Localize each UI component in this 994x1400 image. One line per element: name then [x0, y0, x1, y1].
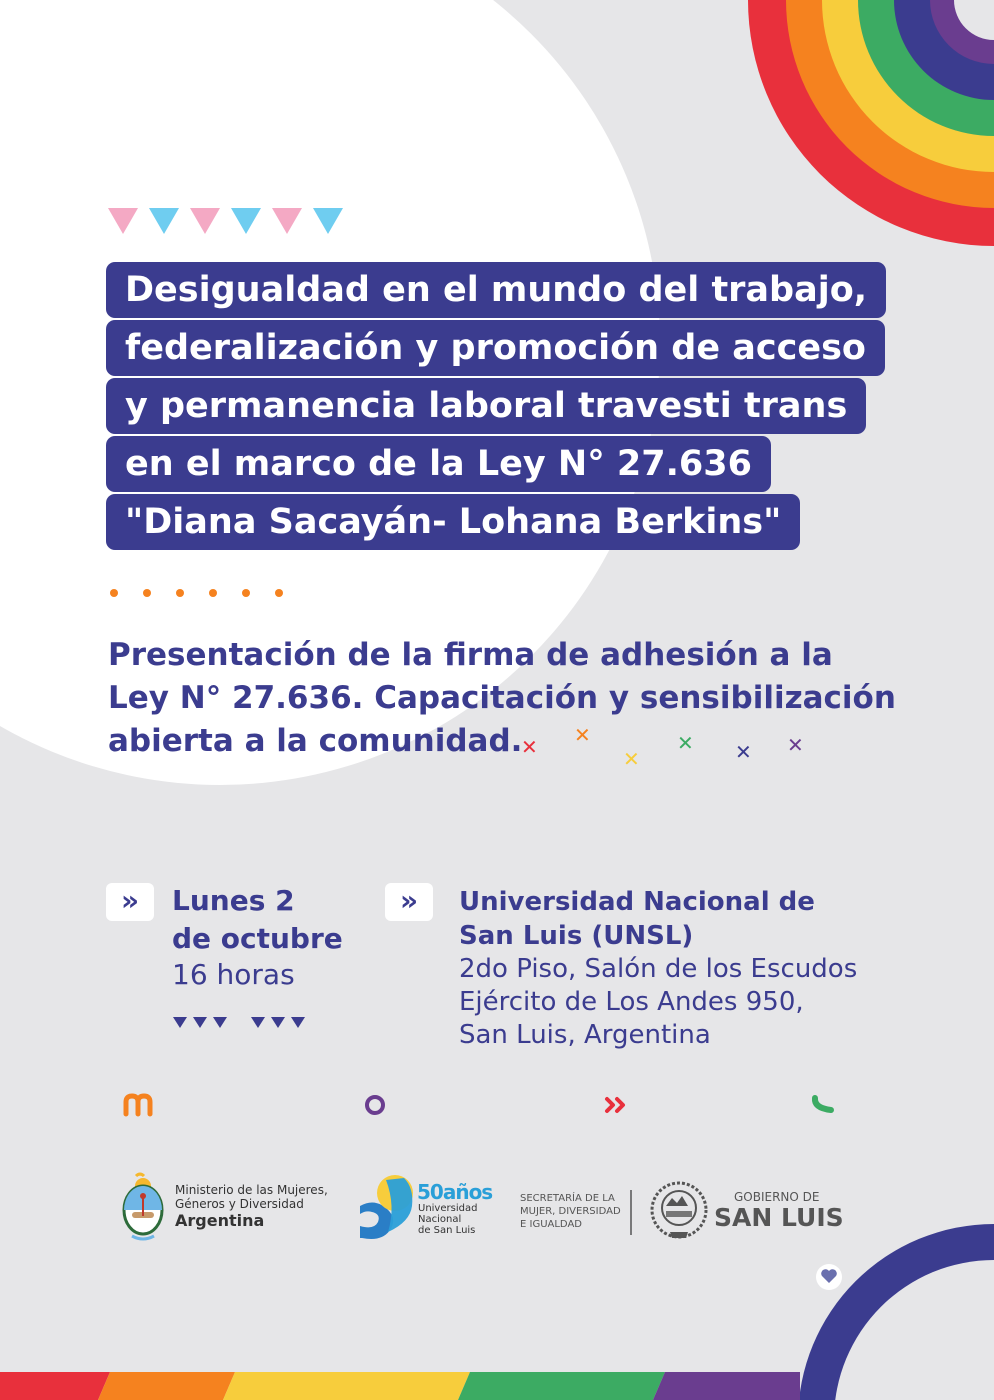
heart-icon [816, 1264, 842, 1290]
subtitle-line-3: abierta a la comunidad. [108, 723, 523, 759]
venue-address-line-1: 2do Piso, Salón de los Escudos [459, 954, 858, 984]
event-time: 16 horas [172, 958, 295, 991]
venue-name-line-1: Universidad Nacional de [459, 887, 815, 917]
event-date [172, 882, 343, 958]
confetti-cross-green: ✕ [677, 731, 694, 755]
purple-ring-small [367, 1097, 383, 1113]
ministerio-line-1: Ministerio de las Mujeres, [175, 1183, 328, 1197]
gobierno-logo-text [714, 1190, 844, 1232]
rainbow-strip-bottom [0, 1372, 800, 1400]
confetti-cross-orange: ✕ [574, 723, 591, 747]
event-title [106, 262, 886, 552]
venue-name-line-2: San Luis (UNSL) [459, 921, 694, 951]
confetti-cross-red: ✕ [521, 735, 538, 759]
ministerio-line-3: Argentina [175, 1211, 265, 1230]
green-arc-shape [815, 1098, 831, 1110]
orange-wave-shape [126, 1096, 150, 1114]
venue-address-line-3: San Luis, Argentina [459, 1020, 711, 1050]
unsl-years-text: 50años [417, 1180, 493, 1204]
rainbow-arc-top-right [748, 0, 994, 246]
venue-address-line-2: Ejército de Los Andes 950, [459, 987, 804, 1017]
unsl-50-logo-icon [360, 1175, 413, 1239]
title-line-1: Desigualdad en el mundo del trabajo, [106, 262, 886, 318]
date-day: Lunes 2 [172, 884, 295, 917]
confetti-cross-navy: ✕ [735, 740, 752, 764]
unsl-line-2: Nacional [418, 1214, 462, 1225]
subtitle-line-2: Ley N° 27.636. Capacitación y sensibilización [108, 680, 896, 716]
event-subtitle [108, 634, 896, 763]
gobierno-line-1: GOBIERNO DE [734, 1190, 820, 1204]
confetti-cross-yellow: ✕ [623, 747, 640, 771]
gobierno-line-2: SAN LUIS [714, 1203, 844, 1232]
san-luis-seal-icon [652, 1183, 706, 1238]
title-line-3: y permanencia laboral travesti trans [106, 378, 866, 434]
ministerio-logo-text [175, 1183, 328, 1231]
unsl-line-3: de San Luis [418, 1225, 476, 1236]
secretaria-line-3: E IGUALDAD [520, 1219, 582, 1230]
unsl-logo-text [418, 1203, 477, 1236]
chevron-double-icon: » [385, 883, 433, 921]
purple-ring-bottom-right [798, 1224, 994, 1400]
title-line-2: federalización y promoción de acceso [106, 320, 885, 376]
secretaria-line-2: MUJER, DIVERSIDAD [520, 1206, 621, 1217]
date-month: de octubre [172, 922, 343, 955]
down-triangles [173, 1017, 305, 1028]
title-line-4: en el marco de la Ley N° 27.636 [106, 436, 771, 492]
chevron-double-icon: » [106, 883, 154, 921]
subtitle-line-1: Presentación de la firma de adhesión a la [108, 637, 833, 673]
unsl-line-1: Universidad [418, 1203, 478, 1214]
red-chevrons [607, 1099, 623, 1111]
confetti-cross-purple: ✕ [787, 733, 804, 757]
ministerio-line-2: Géneros y Diversidad [175, 1197, 304, 1211]
secretaria-logo-text [520, 1192, 621, 1231]
title-line-5: "Diana Sacayán- Lohana Berkins" [106, 494, 800, 550]
argentina-coat-of-arms-icon [124, 1174, 162, 1239]
secretaria-line-1: SECRETARÍA DE LA [520, 1193, 615, 1204]
